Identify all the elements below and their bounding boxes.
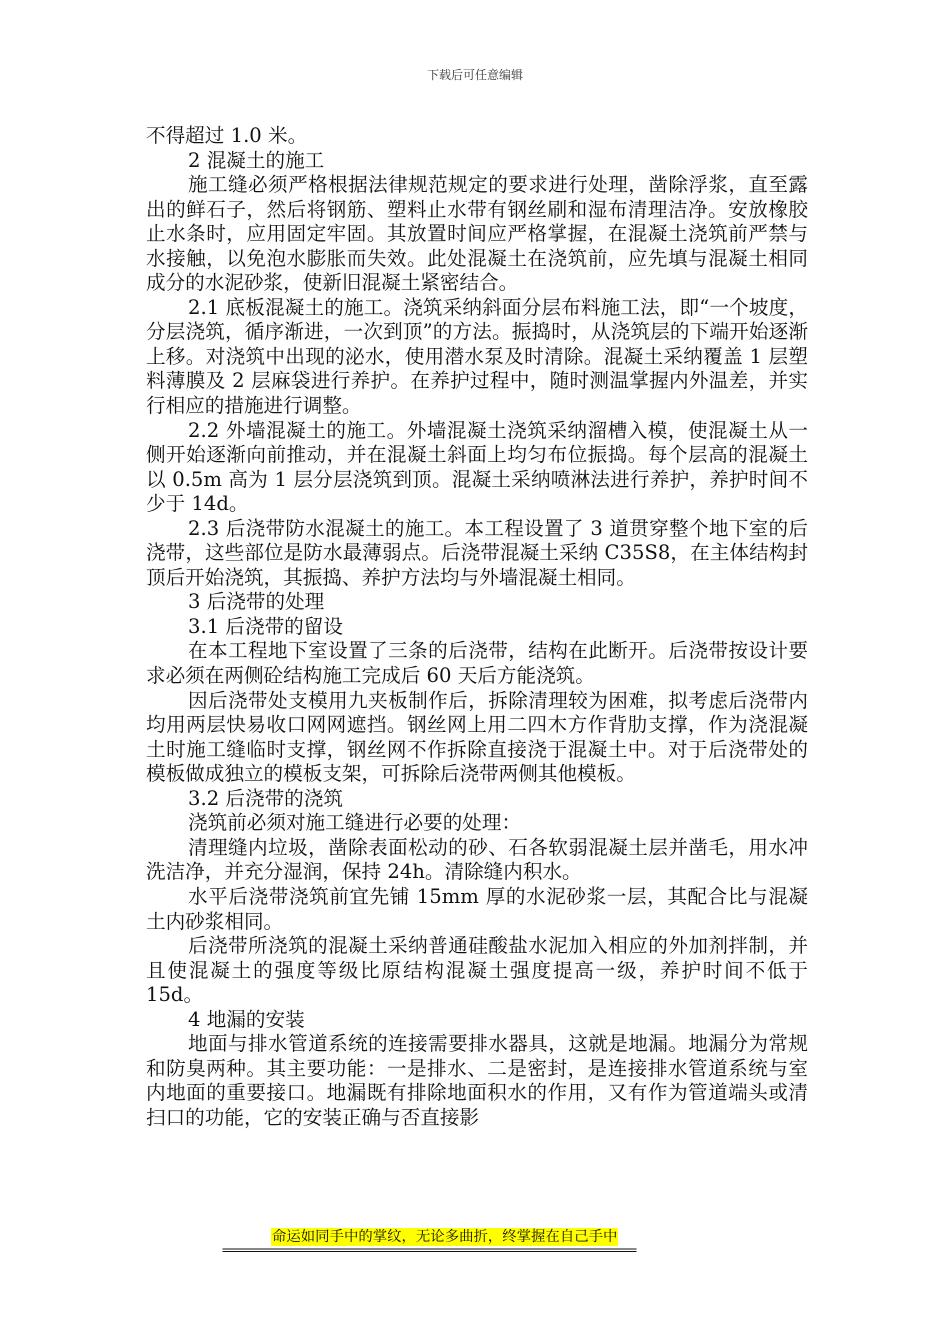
paragraph: 因后浇带处支模用九夹板制作后，拆除清理较为困难，拟考虑后浇带内均用两层快易收口网网遮挡。钢丝网上用二四木方作背肋支撑，作为浇混凝土时施工缝临时支撑，钢丝网不作拆除直接浇于混凝土中。对于后浇带处的模板做成独立的模板支架，可拆除后浇带两侧其他模板。 bbox=[146, 688, 808, 786]
paragraph: 2.2 外墙混凝土的施工。外墙混凝土浇筑采纳溜槽入模，使混凝土从一侧开始逐渐向前推动，并在混凝土斜面上均匀布位振捣。每个层高的混凝土以 0.5m 高为 1 层分层浇筑到顶。混凝土采纳喷淋法进行养护，养护时间不少于 14d。 bbox=[146, 418, 808, 516]
subsection-heading: 3.2 后浇带的浇筑 bbox=[188, 786, 343, 810]
paragraph: 不得超过 1.0 米。 bbox=[146, 124, 308, 147]
paragraph: 清理缝内垃圾，凿除表面松动的砂、石各软弱混凝土层并凿毛，用水冲洗洁净，并充分湿润，保持 24h。清除缝内积水。 bbox=[146, 835, 808, 884]
subsection-heading: 3.1 后浇带的留设 bbox=[188, 614, 343, 638]
section-heading: 4 地漏的安装 bbox=[188, 1007, 305, 1031]
paragraph: 浇筑前必须对施工缝进行必要的处理： bbox=[188, 811, 522, 835]
paragraph: 2.3 后浇带防水混凝土的施工。本工程设置了 3 道贯穿整个地下室的后浇带，这些部位是防水最薄弱点。后浇带混凝土采纳 C35S8，在主体结构封顶后开始浇筑，其振捣、养护方法均与外墙混凝土相同。 bbox=[146, 516, 808, 589]
paragraph: 地面与排水管道系统的连接需要排水器具，这就是地漏。地漏分为常规和防臭两种。其主要功能：一是排水、二是密封，是连接排水管道系统与室内地面的重要接口。地漏既有排除地面积水的作用，又有作为管道端头或清扫口的功能，它的安装正确与否直接影 bbox=[146, 1032, 808, 1129]
paragraph: 2.1 底板混凝土的施工。浇筑采纳斜面分层布料施工法，即“一个坡度，分层浇筑，循序渐进，一次到顶”的方法。振捣时，从浇筑层的下端开始逐渐上移。对浇筑中出现的泌水，使用潜水泵及时清除。混凝土采纳覆盖 1 层塑料薄膜及 2 层麻袋进行养护。在养护过程中，随时测温掌握内外温差，并实行相应的措施进行调整。 bbox=[146, 295, 808, 418]
section-heading: 3 后浇带的处理 bbox=[188, 590, 325, 614]
paragraph: 施工缝必须严格根据法律规范规定的要求进行处理，凿除浮浆，直至露出的鲜石子，然后将钢筋、塑料止水带有钢丝刷和湿布清理洁净。安放橡胶止水条时，应用固定牢固。其放置时间应严格掌握，在混凝土浇筑前严禁与水接触，以免泡水膨胀而失效。此处混凝土在浇筑前，应先填与混凝土相同成分的水泥砂浆，使新旧混凝土紧密结合。 bbox=[146, 173, 808, 295]
footer-divider: ============================================================================== bbox=[222, 1244, 636, 1257]
section-heading: 2 混凝土的施工 bbox=[188, 148, 325, 172]
page-header: 下载后可任意编辑 bbox=[426, 68, 523, 82]
footer-motto-banner: 命运如同手中的掌纹，无论多曲折，终掌握在自己手中 bbox=[272, 1229, 618, 1245]
document-body bbox=[146, 124, 808, 1130]
paragraph: 在本工程地下室设置了三条的后浇带，结构在此断开。后浇带按设计要求必须在两侧砼结构施工完成后 60 天后方能浇筑。 bbox=[146, 639, 808, 688]
paragraph: 后浇带所浇筑的混凝土采纳普通硅酸盐水泥加入相应的外加剂拌制，并且使混凝土的强度等级比原结构混凝土强度提高一级，养护时间不低于 15d。 bbox=[146, 934, 808, 1007]
paragraph: 水平后浇带浇筑前宜先铺 15mm 厚的水泥砂浆一层，其配合比与混凝土内砂浆相同。 bbox=[146, 884, 808, 933]
